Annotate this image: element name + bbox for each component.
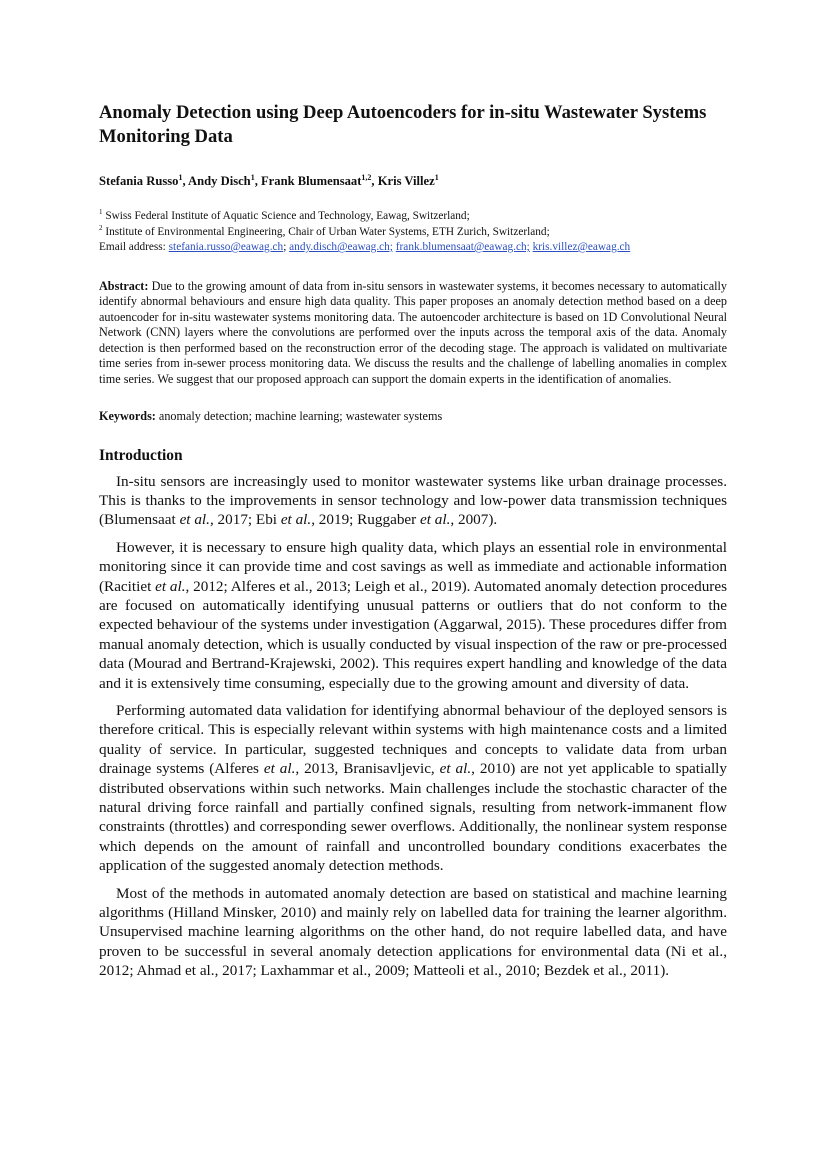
email-link-disch[interactable]: andy.disch@eawag.ch; (289, 241, 393, 253)
email-line: Email address: stefania.russo@eawag.ch; andy.disch@eawag.ch; frank.blumensaat@eawag.ch; kris.villez@eawag.ch (99, 241, 631, 253)
paragraph: Performing automated data validation for identifying abnormal behaviour of the deployed sensors is therefore critical. This is especially relevant within systems with high maintenance costs and a limited quality of service. In particular, suggested techniques and concepts to validate data from urban drainage systems (Alferes et al., 2013, Branisavljevic, et al., 2010) are not yet applicable to spatially distributed observations within such networks. Main challenges include the stochastic character of the natural driving force rainfall and partially confined signals, resulting from network-immanent flow constraints (throttles) and corresponding sewer overflows. Additionally, the nonlinear system response which depends on the amount of rainfall and uncontrolled boundary conditions exacerbates the application of the suggested anomaly detection methods. (99, 701, 728, 875)
abstract-text: Due to the growing amount of data from in-situ sensors in wastewater systems, it becomes necessary to automatically identify abnormal behaviours and ensure high data quality. This paper proposes an anomaly detection method based on a deep autoencoder for in-situ wastewater systems monitoring data. The autoencoder architecture is based on 1D Convolutional Neural Network (CNN) layers where the convolutions are performed over the inputs across the temporal axis of the data. Anomaly detection is then performed based on the reconstruction error of the decoding stage. The approach is validated on multivariate time series from in-sewer process monitoring data. We discuss the results and the challenge of labelling anomalies in complex time series. We suggest that our proposed approach can support the domain experts in the identification of anomalies. (99, 278, 727, 386)
paragraph: However, it is necessary to ensure high quality data, which plays an essential role in environmental monitoring since it can provide time and cost savings as well as immediate and actionable information (Racitiet et al., 2012; Alferes et al., 2013; Leigh et al., 2019). Automated anomaly detection procedures are focused on automatically identifying unusual patterns or outliers that do not conform to the expected behaviour of the systems under investigation (Aggarwal, 2015). These procedures differ from manual anomaly detection, which is usually conducted by visual inspection of the raw or pre-processed data (Mourad and Bertrand-Krajewski, 2002). This requires expert handling and knowledge of the data and it is extensively time consuming, especially due to the growing amount and diversity of data. (99, 538, 727, 692)
abstract-label: Abstract: (99, 278, 149, 293)
introduction-body (99, 472, 727, 981)
affiliations (99, 209, 727, 256)
author: Kris Villez$^1$ (377, 172, 439, 188)
paper-content (99, 101, 727, 981)
keywords (99, 409, 727, 425)
affiliation-1: $^1$ Swiss Federal Institute of Aquatic Science and Technology, Eawag, Switzerland; (99, 208, 470, 222)
affiliation-2: $^2$ Institute of Environmental Engineering, Chair of Urban Water Systems, ETH Zurich, Switzerland; (99, 223, 550, 238)
keywords-text: anomaly detection; machine learning; wastewater systems (158, 409, 443, 423)
author: Stefania Russo$^1$, (99, 172, 189, 188)
email-link-villez[interactable]: kris.villez@eawag.ch (532, 241, 631, 253)
author-list (99, 173, 727, 189)
email-link-russo[interactable]: stefania.russo@eawag.ch (168, 241, 284, 253)
paragraph: Most of the methods in automated anomaly detection are based on statistical and machine learning algorithms (Hilland Minsker, 2010) and mainly rely on labelled data for training the learner algorithm. Unsupervised machine learning algorithms on the other hand, do not require labelled data, and have proven to be successful in several anomaly detection applications for environmental data (Ni et al., 2012; Ahmad et al., 2017; Laxhammar et al., 2009; Matteoli et al., 2010; Bezdek et al., 2011). (99, 884, 727, 980)
paper-title: Anomaly Detection using Deep Autoencoders for in-situ Wastewater Systems Monitoring Data (99, 102, 707, 147)
email-label: Email address: (99, 241, 169, 253)
abstract (99, 279, 727, 388)
author: Frank Blumensaat$^{1,2}$, (260, 172, 378, 188)
author: Andy Disch$^1$, (188, 172, 261, 188)
section-heading-introduction: Introduction (99, 446, 183, 464)
paragraph: In-situ sensors are increasingly used to monitor wastewater systems like urban drainage processes. This is thanks to the improvements in sensor technology and low-power data transmission techniques (Blumensaat et al., 2017; Ebi et al., 2019; Ruggaber et al., 2007). (99, 472, 727, 529)
email-link-blumensaat[interactable]: frank.blumensaat@eawag.ch; (395, 241, 530, 253)
keywords-label: Keywords: (99, 409, 156, 423)
